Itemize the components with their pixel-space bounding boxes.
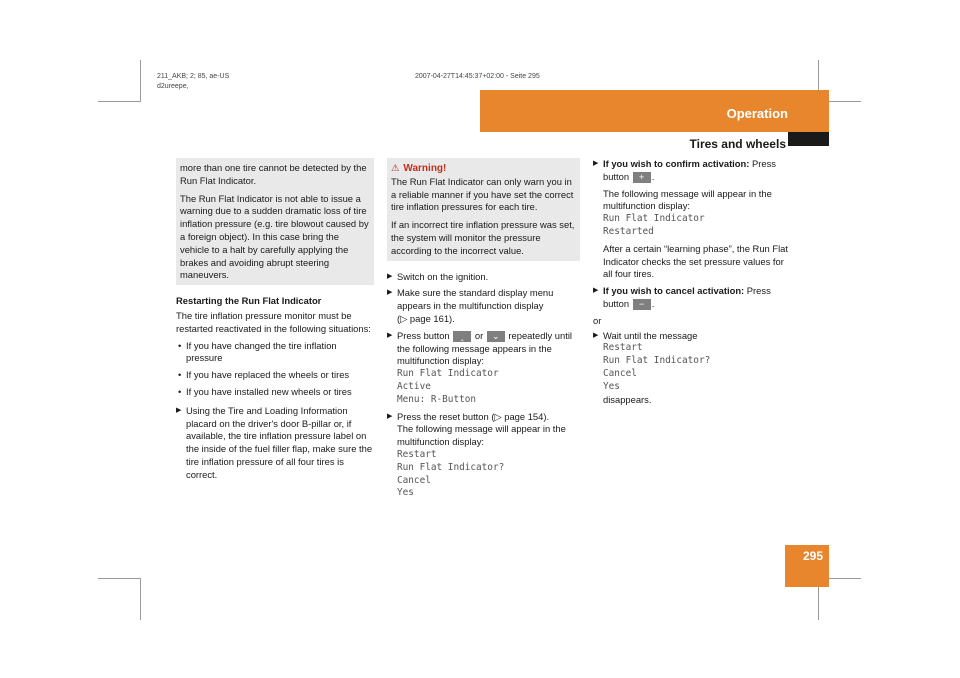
step-text: Switch on the ignition. — [397, 270, 489, 282]
step-arrow-icon: ▶ — [176, 406, 182, 414]
slug-line-1: 211_AKB; 2; 85, ae-US — [157, 73, 230, 80]
print-timestamp: 2007-04-27T14:45:37+02:00 - Seite 295 — [415, 73, 540, 80]
page-reference: (▷ page 161). — [397, 312, 455, 324]
crop-mark — [140, 578, 141, 620]
step-arrow-icon: ▶ — [387, 331, 393, 339]
warning-box — [387, 158, 580, 261]
instruction-step — [387, 411, 580, 501]
step-text: Press the reset button (▷ page 154). — [397, 410, 550, 422]
instruction-step — [593, 330, 791, 407]
warning-triangle-icon: ⚠ — [391, 162, 400, 173]
note-paragraph: The Run Flat Indicator is not able to issue a warning due to a sudden dramatic loss of tire inflation pressure (e.g. tire blowout caused by a foreign object). In this case bring the vehicle to a halt by carefully applying the brakes and avoiding abrupt steering maneuvers. — [180, 192, 369, 281]
note-box — [176, 158, 374, 285]
step-text: disappears. — [603, 393, 652, 405]
minus-button-icon: − — [633, 299, 651, 310]
instruction-step — [387, 271, 580, 284]
step-text: or — [474, 329, 484, 341]
step-arrow-icon: ▶ — [593, 287, 599, 295]
instruction-step: ▶ If you wish to confirm activation: Press button + . The following message will appear in the multifunction display: Run Flat Indicator Restarted After a certain “learning phase”, the Run Flat Indicator checks the set pressure values for all four tires. — [593, 158, 791, 281]
step-text: The following message will appear in the multifunction display: — [397, 423, 566, 448]
column-3 — [593, 158, 791, 410]
list-item: • If you have changed the tire inflation pressure — [176, 340, 374, 366]
down-button-icon: ⌄ — [487, 331, 505, 342]
section-heading: Restarting the Run Flat Indicator — [176, 295, 322, 307]
display-message-line: Cancel — [397, 474, 431, 486]
step-label: If you wish to confirm activation: — [603, 158, 750, 169]
step-arrow-icon: ▶ — [593, 160, 599, 167]
display-message-line: Restart — [397, 448, 437, 460]
display-message-line: Run Flat Indicator — [397, 368, 499, 380]
step-text: Using the Tire and Loading Information placard on the driver's door B-pillar or, if available, the tire inflation pressure label on the inside of the fuel filler flap, make sure the tire inflation pressure of all four tires is correct. — [186, 404, 373, 480]
display-message-line: Run Flat Indicator — [603, 213, 705, 225]
list-item: • If you have replaced the wheels or tires — [176, 369, 374, 382]
step-text: After a certain “learning phase”, the Run Flat Indicator checks the set pressure values for all four tires. — [603, 242, 788, 280]
step-text: Wait until the message — [603, 329, 698, 341]
list-item: • If you have installed new wheels or tires — [176, 386, 374, 399]
step-text: Make sure the standard display menu appears in the multifunction display — [397, 287, 554, 312]
step-label: If you wish to cancel activation: — [603, 285, 745, 297]
step-text: repeatedly until the following message appears in the multifunction display: — [397, 329, 573, 367]
column-2 — [387, 158, 580, 504]
page-number: 295 — [802, 549, 823, 563]
step-text: Press button — [603, 285, 771, 309]
note-paragraph: more than one tire cannot be detected by the Run Flat Indicator. — [180, 162, 367, 186]
section-title: Operation — [726, 106, 788, 121]
warning-paragraph: If an incorrect tire inflation pressure was set, the system will monitor the pressure according to the incorrect value. — [391, 219, 575, 256]
instruction-step — [387, 287, 580, 325]
display-message-line: Yes — [603, 380, 620, 392]
instruction-step: ▶ If you wish to cancel activation: Press button − . — [593, 285, 771, 309]
plus-button-icon: + — [633, 172, 651, 183]
display-message-line: Yes — [397, 487, 414, 499]
display-message-line: Menu: R-Button — [397, 393, 477, 405]
step-text: Press button — [603, 158, 776, 182]
step-text: Press button — [397, 329, 450, 341]
up-button-icon: ‸ — [453, 331, 471, 342]
warning-title: Warning! — [403, 163, 447, 174]
display-message-line: Cancel — [603, 367, 637, 379]
display-message-line: Run Flat Indicator? — [603, 355, 711, 367]
header-tab — [788, 132, 829, 146]
column-1 — [176, 158, 374, 486]
page-title: Tires and wheels — [689, 137, 786, 151]
step-arrow-icon: ▶ — [387, 412, 393, 420]
or-text: or — [593, 314, 602, 326]
warning-header — [391, 162, 576, 176]
slug-line-2: d2ureepe, — [157, 83, 189, 90]
step-arrow-icon: ▶ — [593, 331, 599, 339]
display-message-line: Restart — [603, 342, 643, 354]
display-message-line: Run Flat Indicator? — [397, 461, 505, 473]
intro-paragraph: The tire inflation pressure monitor must be restarted reactivated in the following situations: — [176, 309, 371, 334]
step-arrow-icon: ▶ — [387, 289, 393, 297]
warning-paragraph: The Run Flat Indicator can only warn you in a reliable manner if you have set the correct tire inflation pressures for each tire. — [391, 175, 574, 213]
step-arrow-icon: ▶ — [387, 272, 393, 280]
display-message-line: Active — [397, 380, 431, 392]
instruction-step — [176, 405, 374, 482]
print-slug — [157, 72, 229, 92]
crop-mark — [98, 101, 140, 102]
crop-mark — [98, 578, 140, 579]
instruction-step — [387, 330, 580, 407]
crop-mark — [140, 60, 141, 102]
display-message-line: Restarted — [603, 225, 654, 237]
step-text: The following message will appear in the multifunction display: — [603, 187, 772, 212]
